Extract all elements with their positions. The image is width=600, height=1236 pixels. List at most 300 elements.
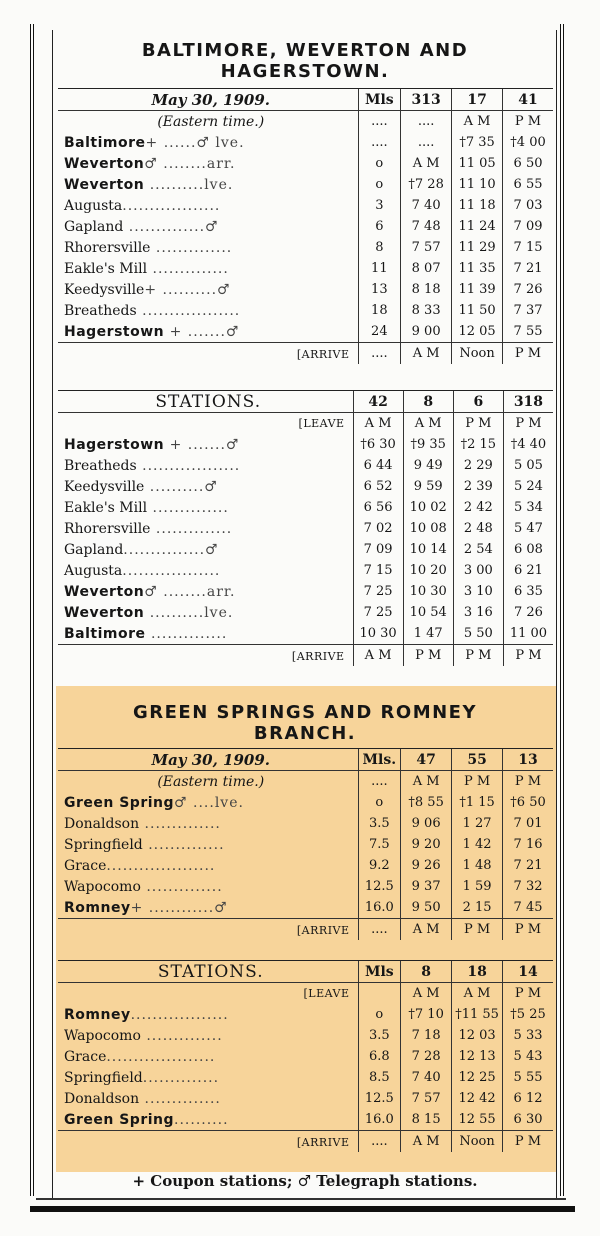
station-row — [58, 1025, 553, 1046]
time-cell: 3.5 — [358, 1025, 401, 1046]
subheader-cell: P M — [503, 983, 553, 1005]
time-cell: 16.0 — [358, 1109, 401, 1131]
section2-westbound-table — [58, 749, 553, 940]
station-cell — [58, 343, 358, 365]
time-note-row — [58, 111, 553, 133]
leave-row — [58, 413, 553, 435]
time-cell: 9 20 — [401, 834, 452, 855]
time-cell: 3.5 — [358, 813, 401, 834]
time-cell: 7 25 — [353, 602, 403, 623]
time-cell: 11 24 — [452, 216, 503, 237]
time-cell: 7 32 — [503, 876, 553, 897]
station-suffix: .............. — [139, 815, 221, 832]
station-cell — [58, 434, 353, 455]
station-suffix: .................. — [136, 457, 241, 474]
section1-eastbound — [58, 390, 553, 666]
time-cell: 10 08 — [403, 518, 453, 539]
station-name: Hagerstown — [64, 436, 165, 453]
station-name: Gapland — [64, 541, 124, 558]
station-cell — [58, 623, 353, 645]
time-cell: 8 07 — [401, 258, 452, 279]
station-suffix: .................. — [122, 562, 221, 579]
station-name: Springfield — [64, 1069, 143, 1086]
time-note: (Eastern time.) — [157, 113, 265, 130]
time-cell: †7 10 — [401, 1004, 452, 1025]
station-row — [58, 174, 553, 195]
station-suffix: ...............♂ — [123, 541, 219, 558]
time-cell: 6 35 — [503, 581, 553, 602]
time-cell: 9 49 — [403, 455, 453, 476]
station-cell — [58, 1067, 358, 1088]
time-note-row — [58, 771, 553, 793]
subheader-cell: .... — [358, 771, 401, 793]
stations-header: STATIONS. — [58, 391, 353, 413]
time-cell: 11 29 — [452, 237, 503, 258]
time-cell: 7 15 — [503, 237, 553, 258]
section2-westbound — [58, 748, 553, 940]
station-cell — [58, 792, 358, 813]
time-cell: 6 12 — [503, 1088, 553, 1109]
station-row — [58, 1088, 553, 1109]
station-cell — [58, 602, 353, 623]
subheader-cell: A M — [401, 771, 452, 793]
time-cell: 8 33 — [401, 300, 452, 321]
section1-title — [60, 40, 550, 82]
station-cell — [58, 497, 353, 518]
time-cell: 1 59 — [452, 876, 503, 897]
time-cell: 11 39 — [452, 279, 503, 300]
station-suffix: .............. — [150, 239, 233, 256]
time-cell: 3 10 — [453, 581, 503, 602]
time-cell: 3 00 — [453, 560, 503, 581]
time-cell: 6 30 — [503, 1109, 553, 1131]
station-suffix: .............. — [139, 1090, 221, 1107]
time-cell: 12 55 — [452, 1109, 503, 1131]
arrive-row — [58, 343, 553, 365]
leave-label: [LEAVE — [298, 417, 345, 430]
station-cell — [58, 1109, 358, 1131]
time-cell: P M — [503, 343, 553, 365]
station-cell — [58, 321, 358, 343]
time-cell: 9 59 — [403, 476, 453, 497]
station-row — [58, 434, 553, 455]
time-cell: 7 16 — [503, 834, 553, 855]
section2-eastbound-table — [58, 961, 553, 1152]
subheader-cell: A M — [401, 983, 452, 1005]
time-cell: 7 25 — [353, 581, 403, 602]
time-cell: 5 50 — [453, 623, 503, 645]
station-cell — [58, 1025, 358, 1046]
time-cell: 10 30 — [403, 581, 453, 602]
time-cell: 1 48 — [452, 855, 503, 876]
header-row — [58, 961, 553, 983]
section1-westbound-table — [58, 89, 553, 364]
subheader-cell: A M — [452, 111, 503, 133]
station-row — [58, 258, 553, 279]
station-row — [58, 1109, 553, 1131]
time-cell: 12 13 — [452, 1046, 503, 1067]
section2-eastbound — [58, 960, 553, 1152]
time-cell: 7 02 — [353, 518, 403, 539]
station-name: Weverton — [64, 604, 145, 621]
station-row — [58, 855, 553, 876]
section1-westbound — [58, 88, 553, 364]
time-cell: 11 50 — [452, 300, 503, 321]
station-suffix: ♂ ........arr. — [144, 155, 236, 172]
station-cell — [58, 455, 353, 476]
time-cell: Noon — [452, 343, 503, 365]
station-row — [58, 321, 553, 343]
station-row — [58, 602, 553, 623]
station-cell — [58, 1131, 358, 1153]
time-cell: 5 47 — [503, 518, 553, 539]
subheader-cell — [358, 983, 401, 1005]
time-cell: 7 40 — [401, 1067, 452, 1088]
station-cell — [58, 813, 358, 834]
bottom-rule — [30, 1206, 575, 1212]
station-name: Grace — [64, 1048, 107, 1065]
station-row — [58, 497, 553, 518]
time-cell: 11 35 — [452, 258, 503, 279]
time-cell: 10 14 — [403, 539, 453, 560]
time-cell: 6 52 — [353, 476, 403, 497]
station-cell — [58, 581, 353, 602]
station-name: Gapland — [64, 218, 124, 235]
time-cell: 7 37 — [503, 300, 553, 321]
column-header: 313 — [401, 89, 452, 111]
column-header: 318 — [503, 391, 553, 413]
station-name: Breatheds — [64, 302, 137, 319]
station-name: Green Spring — [64, 1111, 175, 1128]
station-cell — [58, 919, 358, 941]
time-cell: 7.5 — [358, 834, 401, 855]
station-name: Weverton — [64, 155, 145, 172]
time-cell: 7 45 — [503, 897, 553, 919]
station-name: [ARRIVE — [291, 649, 345, 663]
time-cell: A M — [401, 919, 452, 941]
time-cell: 6 50 — [503, 153, 553, 174]
station-name: Baltimore — [64, 625, 146, 642]
station-row — [58, 897, 553, 919]
station-name: Breatheds — [64, 457, 137, 474]
time-cell: †4 00 — [503, 132, 553, 153]
timetable-date: May 30, 1909. — [58, 749, 358, 771]
station-cell — [58, 897, 358, 919]
time-cell: 11 00 — [503, 623, 553, 645]
time-cell: 2 54 — [453, 539, 503, 560]
time-cell: 12 42 — [452, 1088, 503, 1109]
time-cell: 8 15 — [401, 1109, 452, 1131]
station-suffix: + .......♂ — [164, 436, 240, 453]
time-cell: 24 — [358, 321, 401, 343]
time-cell: A M — [401, 153, 452, 174]
station-name: Wapocomo — [64, 1027, 141, 1044]
station-name: Hagerstown — [64, 323, 165, 340]
time-cell: 7 21 — [503, 855, 553, 876]
time-cell: 2 39 — [453, 476, 503, 497]
column-header: 17 — [452, 89, 503, 111]
column-header: 8 — [401, 961, 452, 983]
time-cell: .... — [358, 1131, 401, 1153]
subheader-cell: P M — [453, 413, 503, 435]
time-cell: A M — [353, 645, 403, 667]
time-cell: 7 09 — [503, 216, 553, 237]
station-suffix: .................. — [136, 302, 241, 319]
time-cell: †7 35 — [452, 132, 503, 153]
time-cell: 10 30 — [353, 623, 403, 645]
arrive-row — [58, 919, 553, 941]
station-name: Keedysville — [64, 478, 145, 495]
time-cell: 3 16 — [453, 602, 503, 623]
station-name: Augusta — [64, 562, 123, 579]
station-row — [58, 623, 553, 645]
time-cell: 13 — [358, 279, 401, 300]
stations-header: STATIONS. — [58, 961, 358, 983]
column-header: Mls. — [358, 749, 401, 771]
column-header: Mls — [358, 961, 401, 983]
time-cell: 1 47 — [403, 623, 453, 645]
station-cell — [58, 174, 358, 195]
column-header: Mls — [358, 89, 401, 111]
time-cell: .... — [401, 132, 452, 153]
time-cell: †6 50 — [503, 792, 553, 813]
time-cell: 6 08 — [503, 539, 553, 560]
station-row — [58, 476, 553, 497]
station-name: Eakle's Mill — [64, 499, 148, 516]
time-cell: †6 30 — [353, 434, 403, 455]
time-cell: 2 15 — [452, 897, 503, 919]
station-cell — [58, 300, 358, 321]
station-row — [58, 1067, 553, 1088]
station-row — [58, 1004, 553, 1025]
station-name: Rhorersville — [64, 520, 151, 537]
station-name: [ARRIVE — [296, 347, 350, 361]
station-row — [58, 792, 553, 813]
time-cell: †1 15 — [452, 792, 503, 813]
station-row — [58, 518, 553, 539]
station-cell — [58, 645, 353, 667]
header-row — [58, 749, 553, 771]
section1-title-line1: BALTIMORE, WEVERTON AND — [141, 40, 469, 61]
time-cell: †9 35 — [403, 434, 453, 455]
time-cell: 11 10 — [452, 174, 503, 195]
station-row — [58, 455, 553, 476]
time-cell: .... — [358, 919, 401, 941]
time-cell: 11 18 — [452, 195, 503, 216]
station-row — [58, 834, 553, 855]
station-name: Romney — [64, 1006, 131, 1023]
section1-title-line2: HAGERSTOWN. — [220, 61, 390, 82]
station-name: Rhorersville — [64, 239, 151, 256]
leave-row — [58, 983, 553, 1005]
time-cell: 7 18 — [401, 1025, 452, 1046]
time-cell: .... — [358, 343, 401, 365]
bottom-rule-thin — [36, 1198, 566, 1200]
time-cell: 7 57 — [401, 237, 452, 258]
station-cell — [58, 1046, 358, 1067]
station-cell — [58, 476, 353, 497]
station-suffix: .......... — [174, 1111, 229, 1128]
station-suffix: .............. — [150, 520, 233, 537]
time-cell: 6.8 — [358, 1046, 401, 1067]
station-row — [58, 216, 553, 237]
station-name: Weverton — [64, 176, 145, 193]
time-cell: 12 05 — [452, 321, 503, 343]
subheader-cell: P M — [503, 111, 553, 133]
time-cell: †4 40 — [503, 434, 553, 455]
station-name: Donaldson — [64, 815, 140, 832]
station-row — [58, 560, 553, 581]
time-cell: 5 43 — [503, 1046, 553, 1067]
column-header: 13 — [503, 749, 553, 771]
time-cell: 9 37 — [401, 876, 452, 897]
time-cell: o — [358, 153, 401, 174]
station-suffix: .............. — [140, 1027, 223, 1044]
time-cell: 18 — [358, 300, 401, 321]
time-cell: 12 25 — [452, 1067, 503, 1088]
time-cell: 7 01 — [503, 813, 553, 834]
station-cell — [58, 258, 358, 279]
time-cell: 10 02 — [403, 497, 453, 518]
time-cell: 5 24 — [503, 476, 553, 497]
time-cell: P M — [503, 919, 553, 941]
column-header: 6 — [453, 391, 503, 413]
time-cell: 1 27 — [452, 813, 503, 834]
time-cell: 1 42 — [452, 834, 503, 855]
station-name: Grace — [64, 857, 107, 874]
header-row — [58, 391, 553, 413]
station-cell — [58, 876, 358, 897]
subheader-cell: P M — [452, 771, 503, 793]
time-cell: 10 20 — [403, 560, 453, 581]
column-header: 18 — [452, 961, 503, 983]
station-suffix: .............. — [147, 260, 229, 277]
section2-title-line1: GREEN SPRINGS AND ROMNEY — [132, 702, 477, 723]
station-cell — [58, 1004, 358, 1025]
station-cell — [58, 539, 353, 560]
time-cell: P M — [453, 645, 503, 667]
time-cell: 3 — [358, 195, 401, 216]
time-cell: 7 40 — [401, 195, 452, 216]
subheader-cell: .... — [401, 111, 452, 133]
time-cell: P M — [503, 1131, 553, 1153]
station-name: Keedysville — [64, 281, 145, 298]
station-suffix: ♂ ....lve. — [174, 794, 244, 811]
station-suffix: + ......♂ lve. — [145, 134, 245, 151]
time-cell: 6 55 — [503, 174, 553, 195]
time-cell: 6 21 — [503, 560, 553, 581]
footer-legend: + Coupon stations; ♂ Telegraph stations. — [132, 1172, 478, 1190]
time-cell: 9.2 — [358, 855, 401, 876]
station-name: Green Spring — [64, 794, 175, 811]
station-name: Eakle's Mill — [64, 260, 148, 277]
station-suffix: + .......♂ — [164, 323, 240, 340]
time-cell: 7 57 — [401, 1088, 452, 1109]
time-cell: 9 50 — [401, 897, 452, 919]
station-cell — [58, 132, 358, 153]
station-name: Springfield — [64, 836, 143, 853]
station-cell — [58, 518, 353, 539]
station-suffix: .............. — [145, 625, 228, 642]
time-cell: 2 42 — [453, 497, 503, 518]
time-cell: P M — [452, 919, 503, 941]
station-row — [58, 813, 553, 834]
station-name: Romney — [64, 899, 131, 916]
station-cell — [58, 216, 358, 237]
column-header: 47 — [401, 749, 452, 771]
time-cell: 8 18 — [401, 279, 452, 300]
time-cell: o — [358, 792, 401, 813]
time-cell: 9 26 — [401, 855, 452, 876]
subheader-cell: A M — [403, 413, 453, 435]
time-cell: A M — [401, 1131, 452, 1153]
section1-eastbound-table — [58, 391, 553, 666]
station-cell — [58, 834, 358, 855]
station-row — [58, 153, 553, 174]
station-suffix: .............. — [142, 836, 225, 853]
time-cell: 7 21 — [503, 258, 553, 279]
time-cell: †7 28 — [401, 174, 452, 195]
station-name: Baltimore — [64, 134, 146, 151]
station-suffix: ..........lve. — [144, 176, 234, 193]
station-cell — [58, 560, 353, 581]
station-cell — [58, 237, 358, 258]
time-cell: 7 55 — [503, 321, 553, 343]
time-cell: 5 05 — [503, 455, 553, 476]
subheader-cell: P M — [503, 413, 553, 435]
time-cell: 7 03 — [503, 195, 553, 216]
station-suffix: + ..........♂ — [144, 281, 231, 298]
time-cell: 9 00 — [401, 321, 452, 343]
station-name: Augusta — [64, 197, 123, 214]
station-row — [58, 300, 553, 321]
station-suffix: ..........♂ — [144, 478, 218, 495]
station-suffix: .................... — [106, 857, 216, 874]
time-cell: 10 54 — [403, 602, 453, 623]
time-cell: 12 03 — [452, 1025, 503, 1046]
station-cell — [58, 279, 358, 300]
station-cell — [58, 153, 358, 174]
section2-title — [60, 702, 550, 744]
station-suffix: .................. — [130, 1006, 229, 1023]
station-cell — [58, 1088, 358, 1109]
time-cell: 2 29 — [453, 455, 503, 476]
time-cell: †8 55 — [401, 792, 452, 813]
time-cell: A M — [401, 343, 452, 365]
column-header: 55 — [452, 749, 503, 771]
leave-label: [LEAVE — [303, 987, 350, 1000]
time-cell: .... — [358, 132, 401, 153]
station-row — [58, 581, 553, 602]
station-suffix: .............. — [142, 1069, 220, 1086]
time-cell: 7 09 — [353, 539, 403, 560]
subheader-cell: A M — [452, 983, 503, 1005]
subheader-cell: .... — [358, 111, 401, 133]
time-cell: P M — [503, 645, 553, 667]
time-cell: P M — [403, 645, 453, 667]
station-name: Wapocomo — [64, 878, 141, 895]
time-cell: o — [358, 1004, 401, 1025]
time-cell: 9 06 — [401, 813, 452, 834]
subheader-cell: P M — [503, 771, 553, 793]
time-cell: 8.5 — [358, 1067, 401, 1088]
time-cell: 16.0 — [358, 897, 401, 919]
subheader-cell: A M — [353, 413, 403, 435]
time-cell: 11 — [358, 258, 401, 279]
station-cell — [58, 195, 358, 216]
column-header: 14 — [503, 961, 553, 983]
time-cell: †5 25 — [503, 1004, 553, 1025]
